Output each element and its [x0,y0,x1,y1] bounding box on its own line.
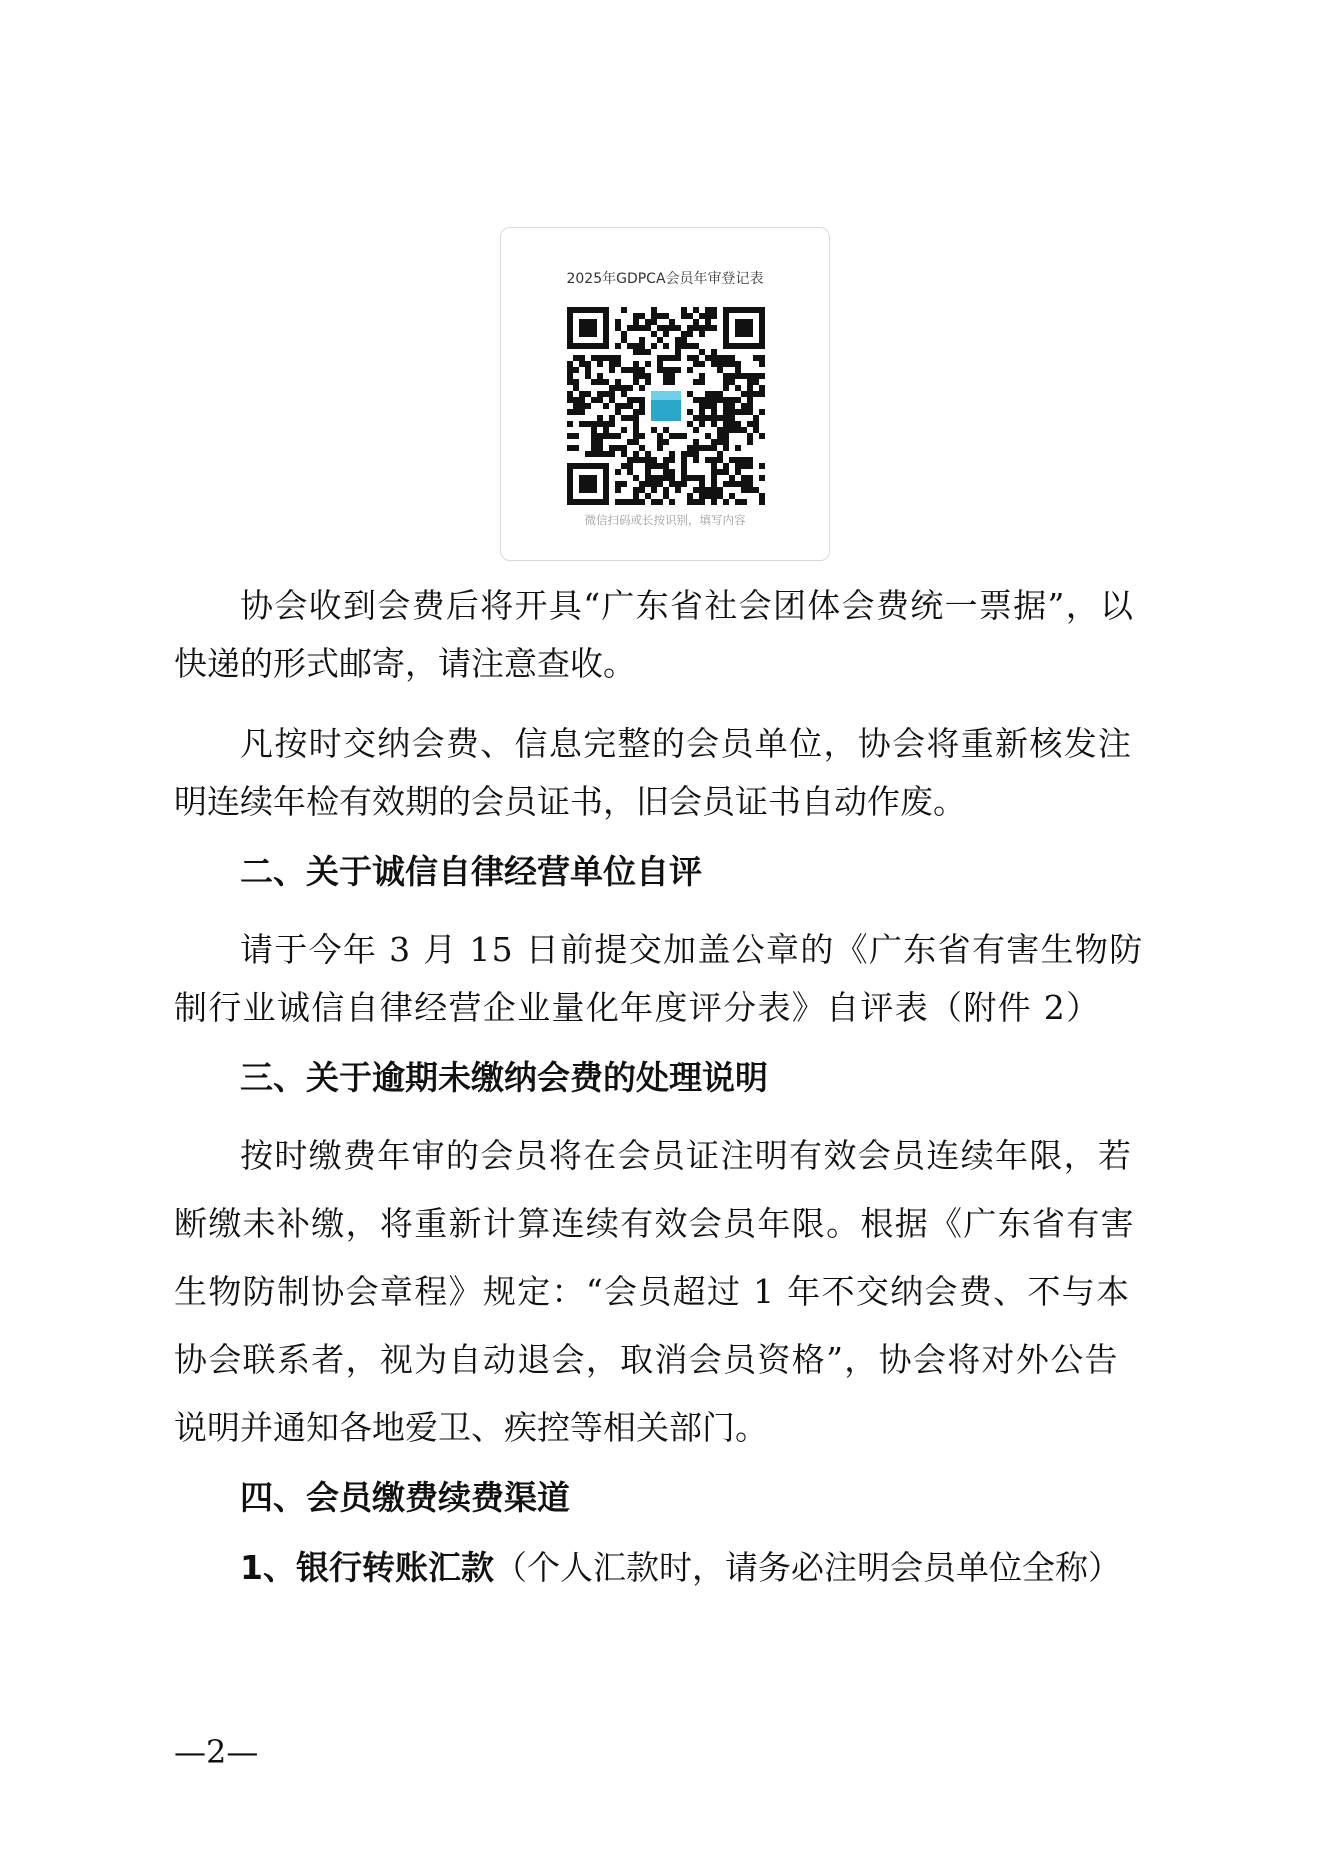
paragraph-3-line-2: 制行业诚信自律经营企业量化年度评分表》自评表（附件 2） [174,988,1101,1027]
paragraph-4-line-5: 说明并通知各地爱卫、疾控等相关部门。 [174,1408,768,1447]
paragraph-2-line-1: 凡按时交纳会费、信息完整的会员单位，协会将重新核发注 [240,724,1133,763]
subsection-title: 1、银行转账汇款 [240,1548,494,1587]
paragraph-2-line-2: 明连续年检有效期的会员证书，旧会员证书自动作废。 [174,782,966,821]
paragraph-1-line-1: 协会收到会费后将开具“广东省社会团体会费统一票据”，以 [240,586,1135,625]
qr-code-icon [567,307,765,505]
section-heading-2: 二、关于诚信自律经营单位自评 [240,852,702,891]
page-number: —2— [174,1733,259,1771]
section-heading-3: 三、关于逾期未缴纳会费的处理说明 [240,1058,768,1097]
qr-card [500,227,830,561]
paragraph-4-line-2: 断缴未补缴，将重新计算连续有效会员年限。根据《广东省有害 [174,1204,1135,1243]
subsection-line [174,1540,1159,1596]
qr-title: 2025年GDPCA会员年审登记表 [566,271,764,287]
subsection-note: （个人汇款时，请务必注明会员单位全称） [493,1548,1121,1587]
section-heading-4: 四、会员缴费续费渠道 [240,1478,570,1517]
qr-hint: 微信扫码或长按识别，填写内容 [584,513,746,527]
paragraph-4-line-4: 协会联系者，视为自动退会，取消会员资格”，协会将对外公告 [174,1340,1119,1379]
paragraph-1-line-2: 快递的形式邮寄，请注意查收。 [174,644,636,683]
paragraph-4-line-3: 生物防制协会章程》规定：“会员超过 1 年不交纳会费、不与本 [174,1272,1131,1311]
paragraph-4-line-1: 按时缴费年审的会员将在会员证注明有效会员连续年限，若 [240,1136,1133,1175]
paragraph-3-line-1: 请于今年 3 月 15 日前提交加盖公章的《广东省有害生物防 [240,930,1144,969]
